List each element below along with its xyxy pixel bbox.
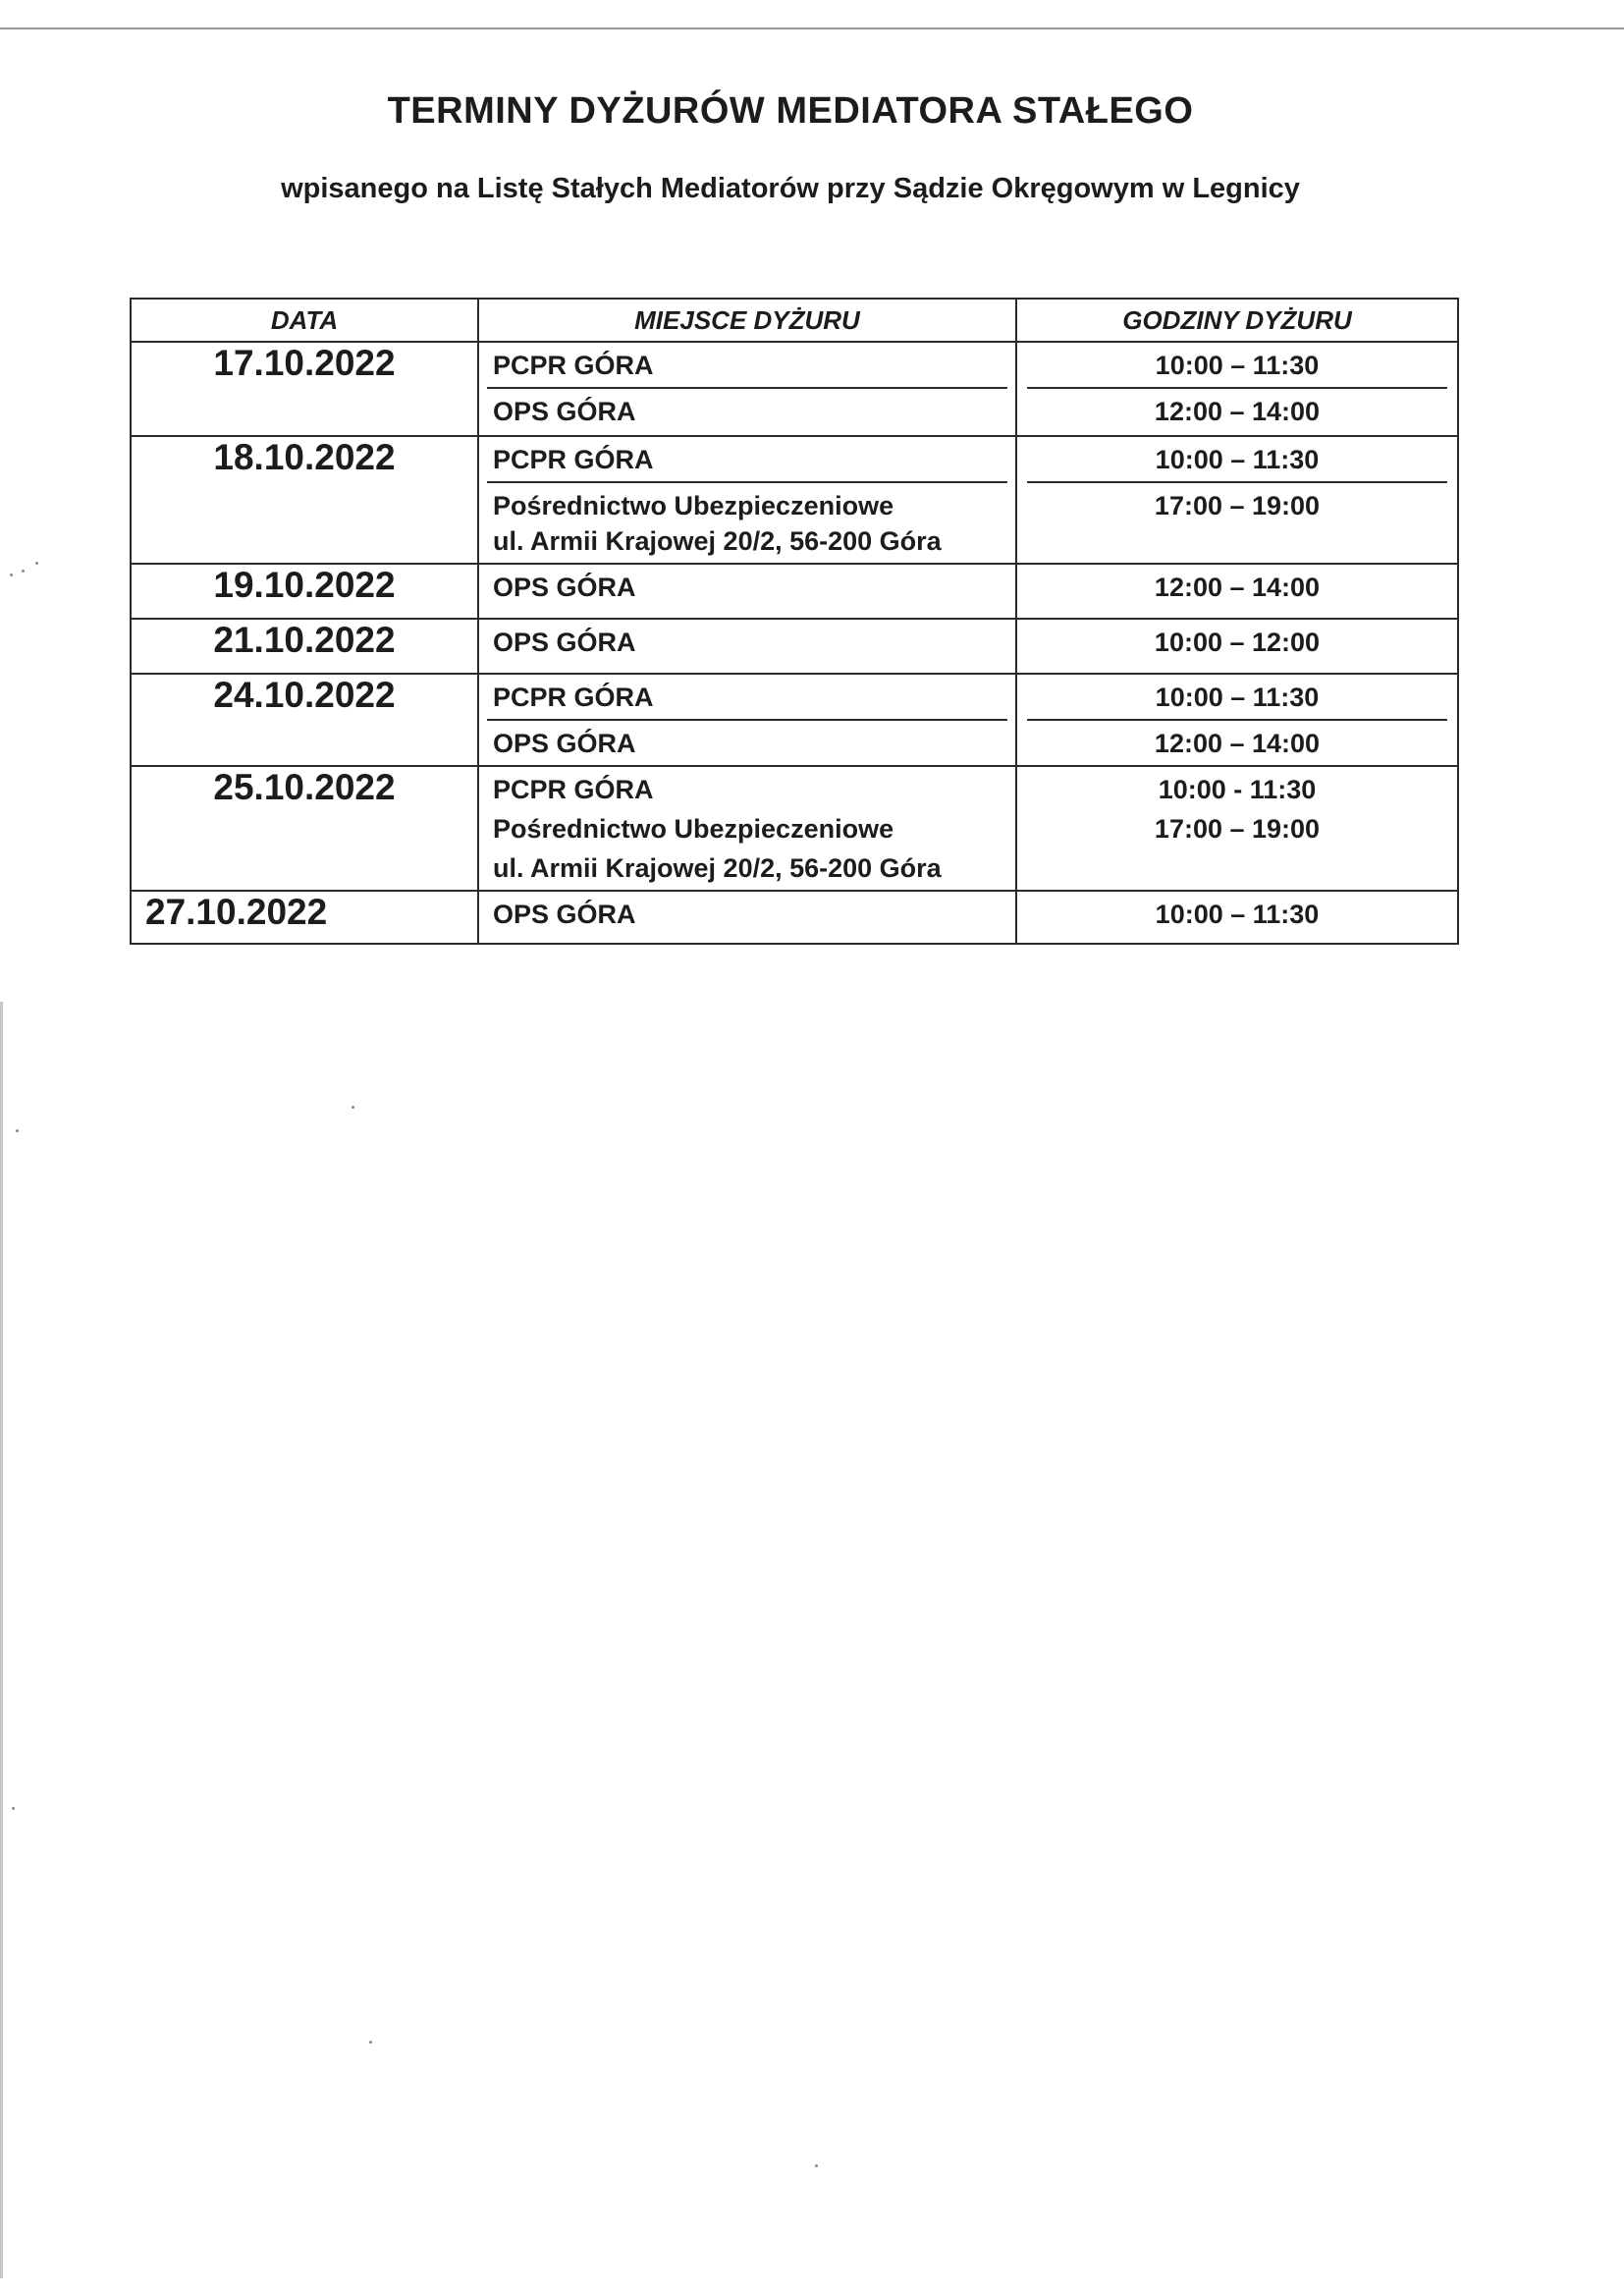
scan-speck [16, 1129, 19, 1132]
place-item: OPS GÓRA [493, 397, 636, 426]
scan-speck [10, 574, 13, 576]
place-cell [478, 891, 1016, 944]
document-subtitle: wpisanego na Listę Stałych Mediatorów przy Sądzie Okręgowym w Legnicy [281, 173, 1300, 204]
place-cell [478, 436, 1016, 564]
hours-cell [1016, 674, 1458, 766]
place-item: PCPR GÓRA [493, 775, 654, 804]
hours-item: 17:00 – 19:00 [1154, 814, 1321, 844]
hours-item: 10:00 – 11:30 [1027, 343, 1447, 389]
header-date: DATA [131, 299, 478, 342]
scan-edge-line [0, 27, 1624, 29]
place-item: OPS GÓRA [493, 628, 636, 657]
hours-cell [1016, 564, 1458, 619]
place-cell [478, 619, 1016, 674]
table-row [131, 564, 1458, 619]
place-item: Pośrednictwo Ubezpieczeniowe [493, 814, 894, 844]
table-row [131, 436, 1458, 564]
date-cell: 27.10.2022 [131, 891, 478, 944]
scan-speck [352, 1106, 354, 1109]
place-item: PCPR GÓRA [487, 343, 1007, 389]
table-row [131, 342, 1458, 436]
scan-left-edge [0, 1002, 3, 2278]
place-item: OPS GÓRA [493, 729, 636, 758]
date-cell: 21.10.2022 [131, 619, 478, 674]
document-title: TERMINY DYŻURÓW MEDIATORA STAŁEGO [387, 90, 1194, 132]
hours-cell [1016, 436, 1458, 564]
place-cell [478, 342, 1016, 436]
place-item: ul. Armii Krajowej 20/2, 56-200 Góra [493, 853, 942, 883]
hours-item: 12:00 – 14:00 [1154, 397, 1321, 426]
place-item: PCPR GÓRA [487, 675, 1007, 721]
place-cell [478, 766, 1016, 891]
scan-speck [35, 562, 38, 565]
hours-item: 17:00 – 19:00 [1154, 491, 1321, 520]
hours-item: 10:00 - 11:30 [1158, 775, 1317, 804]
table-row [131, 766, 1458, 891]
scan-speck [369, 2041, 372, 2044]
place-item: OPS GÓRA [493, 900, 636, 929]
hours-item: 10:00 – 11:30 [1155, 900, 1320, 929]
table-row [131, 891, 1458, 944]
hours-cell [1016, 891, 1458, 944]
date-cell: 25.10.2022 [131, 766, 478, 891]
scan-speck [22, 570, 25, 573]
table-row [131, 674, 1458, 766]
hours-item: 10:00 – 11:30 [1027, 675, 1447, 721]
header-place: MIEJSCE DYŻURU [478, 299, 1016, 342]
scan-speck [815, 2164, 818, 2167]
header-hours: GODZINY DYŻURU [1016, 299, 1458, 342]
place-item: ul. Armii Krajowej 20/2, 56-200 Góra [493, 526, 942, 556]
place-item: Pośrednictwo Ubezpieczeniowe [493, 491, 894, 520]
hours-cell [1016, 342, 1458, 436]
place-item: OPS GÓRA [493, 573, 636, 602]
hours-item: 12:00 – 14:00 [1154, 573, 1321, 602]
hours-item: 10:00 – 12:00 [1154, 628, 1321, 657]
table-row [131, 619, 1458, 674]
date-cell: 18.10.2022 [131, 436, 478, 564]
place-cell [478, 674, 1016, 766]
place-item: PCPR GÓRA [487, 437, 1007, 483]
table-header-row [131, 299, 1458, 342]
hours-cell [1016, 619, 1458, 674]
hours-item: 12:00 – 14:00 [1154, 729, 1321, 758]
date-cell: 24.10.2022 [131, 674, 478, 766]
scan-speck [12, 1807, 15, 1810]
date-cell: 19.10.2022 [131, 564, 478, 619]
hours-cell [1016, 766, 1458, 891]
duty-schedule-table [130, 298, 1459, 945]
date-cell: 17.10.2022 [131, 342, 478, 436]
hours-item: 10:00 – 11:30 [1027, 437, 1447, 483]
place-cell [478, 564, 1016, 619]
